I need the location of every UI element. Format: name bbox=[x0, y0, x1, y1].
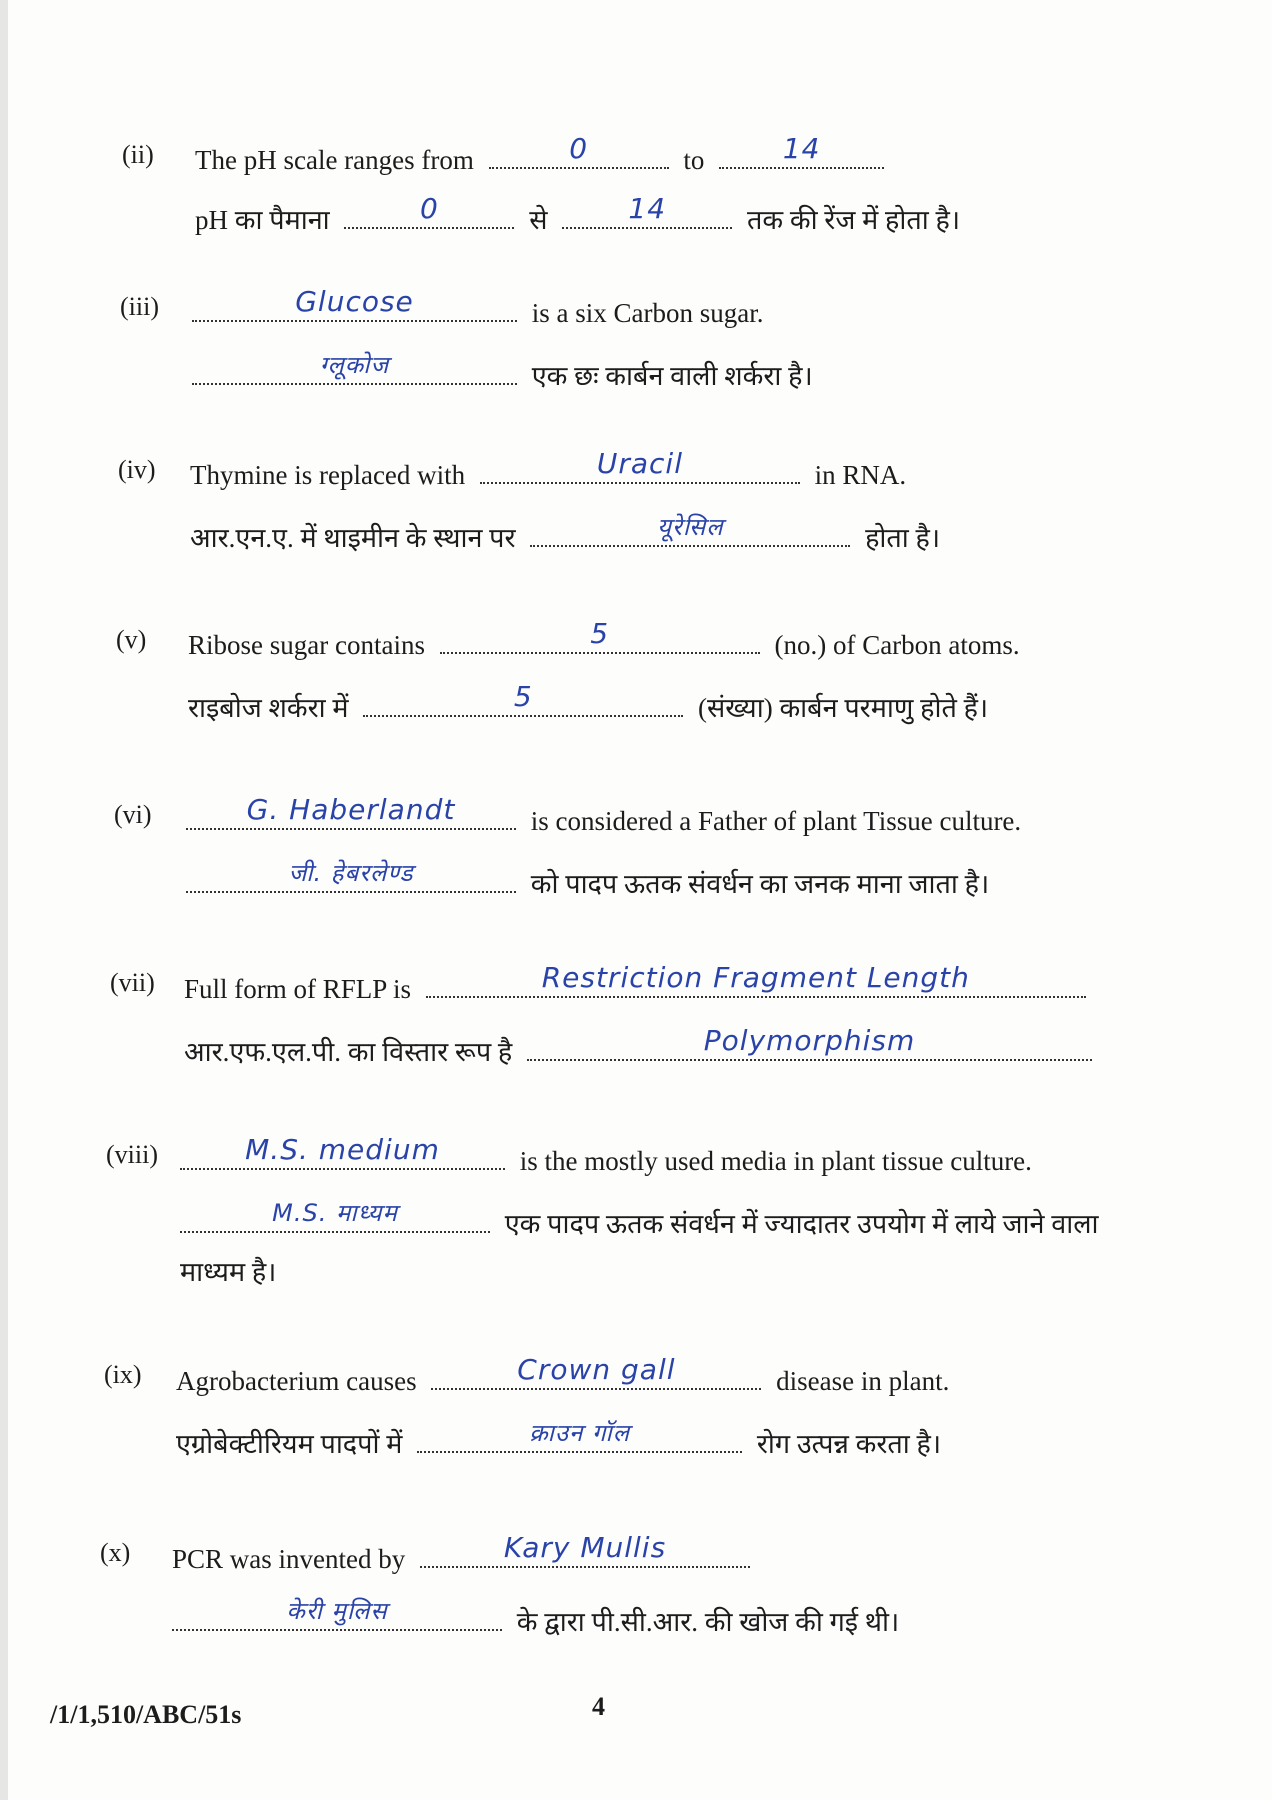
paper-code: /1/1,510/ABC/51s bbox=[50, 1700, 242, 1729]
handwritten-answer: 5 bbox=[513, 680, 533, 713]
answer-blank bbox=[440, 617, 760, 654]
handwritten-answer: 14 bbox=[782, 132, 821, 165]
question-number: (ix) bbox=[104, 1360, 142, 1389]
question-text-hi: आर.एन.ए. में थाइमीन के स्थान पर यूरेसिल होता है। bbox=[190, 518, 940, 555]
handwritten-answer: क्राउन गॉल bbox=[529, 1419, 630, 1447]
question-number: (iv) bbox=[118, 455, 156, 484]
handwritten-answer: 0 bbox=[569, 132, 589, 165]
question-number: (vii) bbox=[110, 968, 155, 997]
answer-blank bbox=[431, 1353, 761, 1390]
question-number: (x) bbox=[100, 1538, 131, 1567]
handwritten-answer: Kary Mullis bbox=[503, 1531, 667, 1564]
question-text-hi-cont: माध्यम है। bbox=[180, 1257, 277, 1287]
question-text-en: G. Haberlandt is considered a Father of plant Tissue culture. bbox=[186, 806, 1021, 837]
page-number: 4 bbox=[592, 1692, 605, 1721]
answer-blank bbox=[192, 351, 517, 385]
question-text-hi: एग्रोबेक्टीरियम पादपों में क्राउन गॉल रोग उत्पन्न करता है। bbox=[176, 1424, 941, 1461]
question-text-hi: राइबोज शर्करा में 5 (संख्या) कार्बन परमाणु होते हैं। bbox=[188, 680, 989, 723]
handwritten-answer: Uracil bbox=[596, 447, 683, 480]
question-text-en: The pH scale ranges from 0 to 14 bbox=[195, 145, 892, 176]
question-number: (vi) bbox=[114, 800, 152, 829]
handwritten-answer: Glucose bbox=[295, 285, 414, 318]
question-text-en: Full form of RFLP is Restriction Fragment Length bbox=[184, 974, 1094, 1005]
handwritten-answer: M.S. medium bbox=[245, 1133, 440, 1166]
question-text-hi: pH का पैमाना 0 से 14 तक की रेंज में होता है। bbox=[195, 192, 961, 235]
question-text-en: Ribose sugar contains 5 (no.) of Carbon atoms. bbox=[188, 617, 1020, 660]
answer-blank bbox=[186, 859, 516, 893]
question-number: (viii) bbox=[106, 1140, 158, 1169]
answer-blank bbox=[530, 513, 850, 547]
answer-blank bbox=[489, 132, 669, 169]
answer-blank bbox=[420, 1531, 750, 1568]
answer-blank bbox=[180, 1133, 505, 1170]
answer-blank bbox=[192, 285, 517, 322]
answer-blank bbox=[527, 1024, 1092, 1061]
handwritten-answer: 14 bbox=[628, 192, 667, 225]
question-number: (v) bbox=[116, 625, 147, 654]
page-edge bbox=[0, 0, 8, 1800]
question-text-en: Thymine is replaced with Uracil in RNA. bbox=[190, 447, 907, 490]
handwritten-answer: Crown gall bbox=[517, 1353, 676, 1386]
handwritten-answer: 5 bbox=[590, 617, 610, 650]
question-number: (ii) bbox=[122, 140, 154, 169]
answer-blank bbox=[180, 1199, 490, 1233]
question-number: (iii) bbox=[120, 292, 159, 321]
answer-blank bbox=[186, 793, 516, 830]
handwritten-answer: यूरेसिल bbox=[657, 513, 724, 541]
handwritten-answer: ग्लूकोज bbox=[319, 351, 390, 379]
handwritten-answer: 0 bbox=[420, 192, 439, 225]
question-text-en: Agrobacterium causes Crown gall disease in plant. bbox=[176, 1353, 950, 1396]
handwritten-answer: Restriction Fragment Length bbox=[541, 961, 970, 994]
question-text-hi: आर.एफ.एल.पी. का विस्तार रूप है Polymorphism bbox=[184, 1032, 1100, 1069]
question-text-en: M.S. medium is the mostly used media in plant tissue culture. bbox=[180, 1146, 1032, 1177]
handwritten-answer: M.S. माध्यम bbox=[272, 1199, 398, 1227]
question-text-hi: केरी मुलिस के द्वारा पी.सी.आर. की खोज की गई थी। bbox=[172, 1602, 899, 1639]
question-text-en: PCR was invented by Kary Mullis bbox=[172, 1544, 758, 1575]
answer-blank bbox=[480, 447, 800, 484]
answer-blank bbox=[363, 680, 683, 717]
handwritten-answer: Polymorphism bbox=[703, 1024, 916, 1057]
answer-blank bbox=[344, 192, 514, 229]
question-text-hi: M.S. माध्यम एक पादप ऊतक संवर्धन में ज्यादातर उपयोग में लाये जाने वाला bbox=[180, 1204, 1099, 1241]
handwritten-answer: केरी मुलिस bbox=[286, 1597, 388, 1625]
answer-blank bbox=[417, 1419, 742, 1453]
question-text-hi: जी. हेबरलेण्ड को पादप ऊतक संवर्धन का जनक माना जाता है। bbox=[186, 864, 989, 901]
answer-blank bbox=[172, 1597, 502, 1631]
handwritten-answer: जी. हेबरलेण्ड bbox=[288, 859, 414, 887]
answer-blank bbox=[719, 132, 884, 169]
handwritten-answer: G. Haberlandt bbox=[246, 793, 456, 826]
answer-blank bbox=[562, 192, 732, 229]
question-text-en: Glucose is a six Carbon sugar. bbox=[192, 298, 763, 329]
question-text-hi: ग्लूकोज एक छः कार्बन वाली शर्करा है। bbox=[192, 356, 813, 393]
